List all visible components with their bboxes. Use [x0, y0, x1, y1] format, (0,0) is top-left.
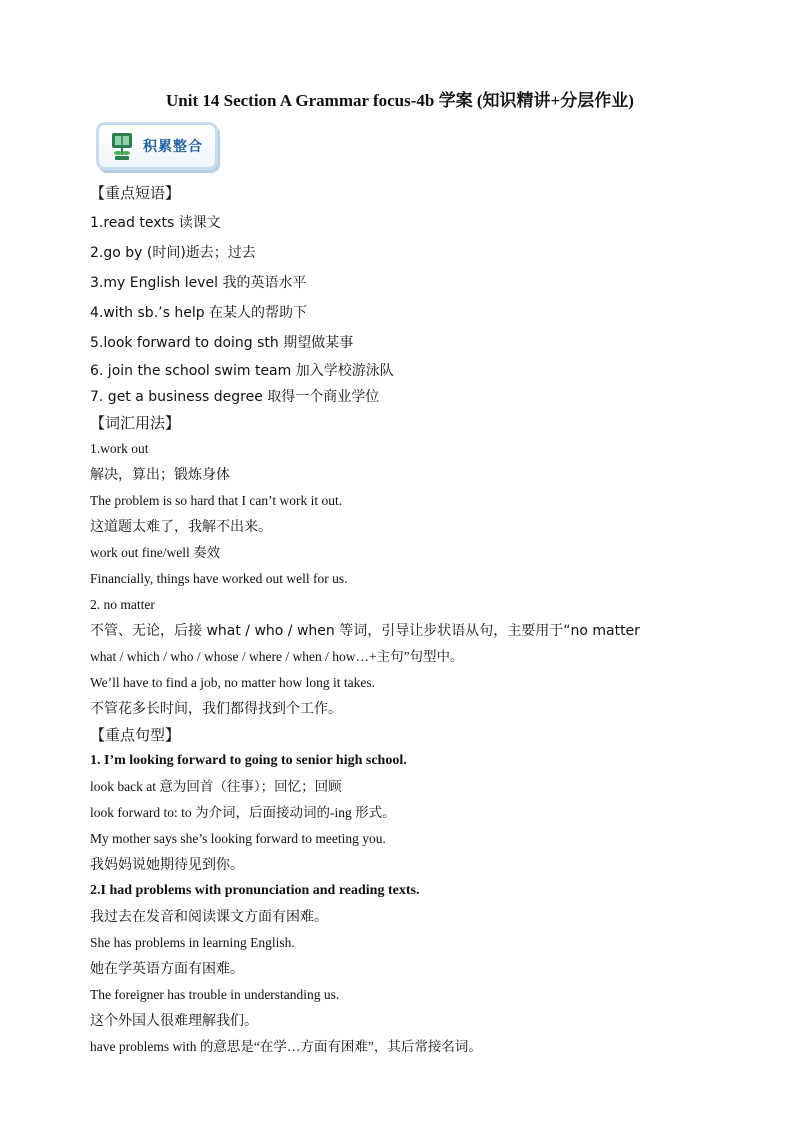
- page-title: Unit 14 Section A Grammar focus-4b 学案 (知识精讲+分层作业): [166, 91, 634, 110]
- phrase-item: 4.with sb.’s help 在某人的帮助下: [90, 305, 308, 321]
- book-plant-icon: [109, 131, 135, 161]
- section-heading-sentences: 【重点句型】: [90, 726, 181, 744]
- phrase-item: 3.my English level 我的英语水平: [90, 275, 307, 291]
- phrase-item: 1.read texts 读课文: [90, 215, 221, 231]
- section-heading-phrases: 【重点短语】: [90, 184, 181, 202]
- example-translation: 不管花多长时间，我们都得找到个工作。: [90, 701, 342, 717]
- sentence-note: look forward to: to 为介词，后面接动词的-ing 形式。: [90, 805, 396, 820]
- vocab-item: 2. no matter: [90, 597, 155, 612]
- key-sentence: 1. I’m looking forward to going to senior high school.: [90, 753, 407, 768]
- example-sentence: The problem is so hard that I can’t work it out.: [90, 493, 343, 508]
- key-sentence: 2.I had problems with pronunciation and reading texts.: [90, 883, 420, 898]
- vocab-explanation: 不管、无论，后接 what / who / when 等词，引导让步状语从句，主要用于“no matter: [90, 623, 640, 639]
- example-translation: 这个外国人很难理解我们。: [90, 1013, 258, 1029]
- vocab-item: 1.work out: [90, 441, 149, 456]
- sentence-note: have problems with 的意思是“在学…方面有困难”，其后常接名词。: [90, 1039, 482, 1054]
- example-sentence: The foreigner has trouble in understanding us.: [90, 987, 340, 1002]
- example-translation: 这道题太难了，我解不出来。: [90, 519, 272, 535]
- section-heading-vocabulary: 【词汇用法】: [90, 414, 181, 432]
- phrase-item: 6. join the school swim team 加入学校游泳队: [90, 363, 394, 379]
- example-sentence: We’ll have to find a job, no matter how long it takes.: [90, 675, 375, 690]
- phrase-item: 7. get a business degree 取得一个商业学位: [90, 389, 380, 405]
- badge-label: 积累整合: [143, 139, 203, 155]
- sentence-translation: 我过去在发音和阅读课文方面有困难。: [90, 909, 328, 925]
- sentence-note: look back at 意为回首（往事）；回忆；回顾: [90, 779, 342, 794]
- example-translation: 我妈妈说她期待见到你。: [90, 857, 244, 873]
- example-sentence: She has problems in learning English.: [90, 935, 295, 950]
- phrase-item: 5.look forward to doing sth 期望做某事: [90, 335, 354, 351]
- phrase-item: 2.go by (时间)逝去；过去: [90, 245, 256, 261]
- vocab-phrase: work out fine/well 奏效: [90, 545, 221, 560]
- vocab-meaning: 解决，算出；锻炼身体: [90, 467, 230, 483]
- example-sentence: My mother says she’s looking forward to meeting you.: [90, 831, 386, 846]
- example-sentence: Financially, things have worked out well for us.: [90, 571, 348, 586]
- vocab-explanation: what / which / who / whose / where / when / how…+主句”句型中。: [90, 649, 464, 664]
- example-translation: 她在学英语方面有困难。: [90, 961, 244, 977]
- section-badge: [96, 122, 218, 170]
- document-body: [90, 178, 770, 1060]
